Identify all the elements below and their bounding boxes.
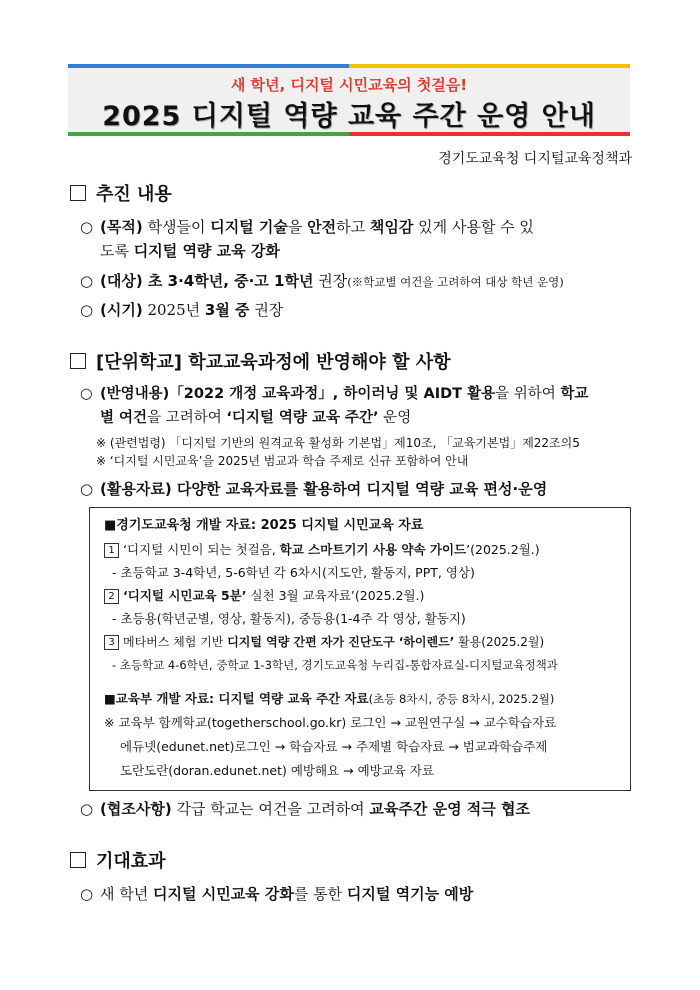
title-banner — [68, 68, 630, 132]
moe-path-edunet: 에듀넷(edunet.net)로그인 → 학습자료 → 주제별 학습자료 → 범교과학습주제 — [120, 739, 548, 754]
effect-item: ○ 새 학년 디지털 시민교육 강화를 통한 디지털 역기능 예방 — [80, 882, 473, 906]
number-box-1: 1 — [104, 543, 119, 558]
moe-path-doran: 도란도란(doran.edunet.net) 예방해요 → 예방교육 자료 — [120, 763, 434, 778]
banner-top-yellow-bar — [349, 64, 630, 68]
checkbox-square-icon — [70, 185, 86, 201]
section-heading-school: [단위학교] 학교교육과정에 반영해야 할 사항 — [70, 348, 451, 374]
number-box-2: 2 — [104, 589, 119, 604]
number-box-3: 3 — [104, 635, 119, 650]
checkbox-square-icon — [70, 353, 86, 369]
banner-subtitle: 새 학년, 디지털 시민교육의 첫걸음! — [230, 76, 468, 94]
material-item-2: 2 ‘디지털 시민교육 5분’ 실천 3월 교육자료’(2025.2월.) — [104, 587, 424, 605]
circle-bullet-icon: ○ — [80, 272, 94, 290]
circle-bullet-icon: ○ — [80, 218, 94, 236]
period-item: ○ (시기) 2025년 3월 중 권장 — [80, 298, 283, 322]
circle-bullet-icon: ○ — [80, 480, 94, 498]
checkbox-square-icon — [70, 852, 86, 868]
circle-bullet-icon: ○ — [80, 301, 94, 319]
material-item-2-detail: - 초등용(학년군별, 영상, 활동지), 중등용(1-4주 각 영상, 활동지) — [112, 611, 466, 626]
page-title: 2025 디지털 역량 교육 주간 운영 안내 — [102, 101, 596, 132]
material-item-3-detail: - 초등학교 4-6학년, 중학교 1-3학년, 경기도교육청 누리집-통합자료실-디지털교육정책과 — [112, 658, 558, 672]
moe-materials-title: ■교육부 개발 자료: 디지털 역량 교육 주간 자료(초등 8차시, 중등 8차시, 2025.2월) — [104, 691, 555, 706]
cooperation-item: ○ (협조사항) 각급 학교는 여건을 고려하여 교육주간 운영 적극 협조 — [80, 797, 530, 821]
section-heading-effect: 기대효과 — [70, 847, 166, 873]
related-law-note: ※ (관련법령) 「디지털 기반의 원격교육 활성화 기본법」제10조, 「교육기본법」제22조의5 — [96, 436, 580, 450]
department-name: 경기도교육청 디지털교육정책과 — [438, 151, 632, 167]
material-item-3: 3 메타버스 체험 기반 디지털 역량 간편 자가 진단도구 ‘하이렌드’ 활용(2025.2월) — [104, 633, 544, 651]
materials-item: ○ (활용자료) 다양한 교육자료를 활용하여 디지털 역량 교육 편성·운영 — [80, 477, 547, 501]
circle-bullet-icon: ○ — [80, 386, 93, 402]
materials-panel — [89, 507, 631, 791]
circle-bullet-icon: ○ — [80, 885, 94, 903]
banner-top-blue-bar — [68, 64, 349, 68]
section-heading-plan: 추진 내용 — [70, 180, 172, 206]
material-item-1-detail: - 초등학교 3-4학년, 5-6학년 각 6차시(지도안, 활동지, PPT, 영상) — [112, 565, 475, 580]
material-item-1: 1 ‘디지털 시민이 되는 첫걸음, 학교 스마트기기 사용 약속 가이드’(2025.2월.) — [104, 541, 540, 559]
moe-path-togetherschool: ※ 교육부 함께학교(togetherschool.go.kr) 로그인 → 교원연구실 → 교수학습자료 — [104, 715, 557, 730]
purpose-item: ○ (목적) 학생들이 디지털 기술을 안전하고 책임감 있게 사용할 수 있 도록 디지털 역량 교육 강화 — [80, 215, 534, 263]
gyeonggi-materials-title: ■경기도교육청 개발 자료: 2025 디지털 시민교육 자료 — [104, 518, 424, 533]
target-item: ○ (대상) 초 3·4학년, 중·고 1학년 권장(※학교별 여건을 고려하여 대상 학년 운영) — [80, 269, 564, 294]
content-item: ○ (반영내용)「2022 개정 교육과정」, 하이러닝 및 AIDT 활용을 위하여 학교 별 여건을 고려하여 ‘디지털 역량 교육 주간’ 운영 — [80, 382, 588, 430]
curriculum-note: ※ ‘디지털 시민교육’을 2025년 범교과 학습 주제로 신규 포함하여 안내 — [96, 454, 469, 468]
circle-bullet-icon: ○ — [80, 800, 94, 818]
